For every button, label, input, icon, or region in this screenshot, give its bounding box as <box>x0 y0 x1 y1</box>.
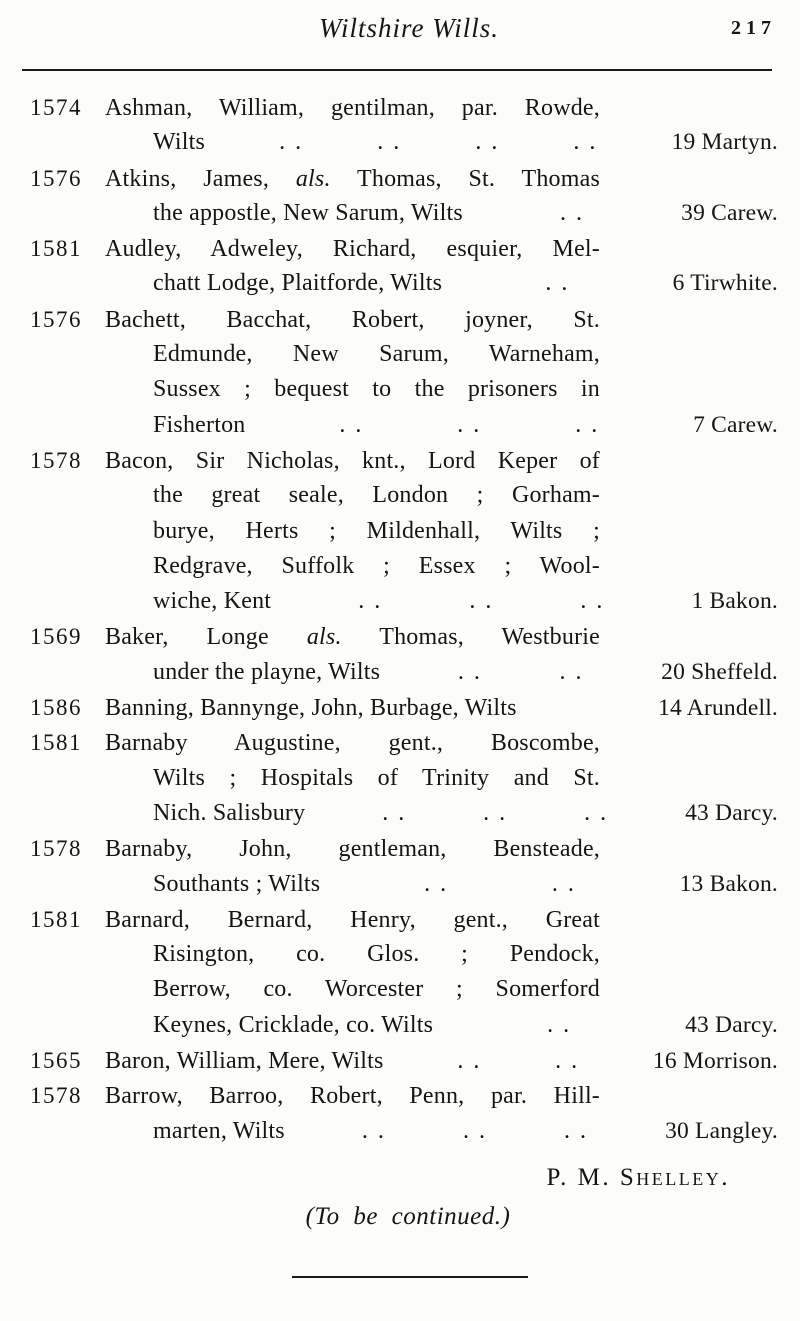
footer-rule <box>292 1276 528 1278</box>
folio-ref: 19 Martyn. <box>671 129 778 156</box>
leader-dots <box>433 1008 685 1043</box>
leader-dot-pair: . . <box>457 1048 482 1075</box>
leader-dots <box>285 1114 665 1149</box>
text-segment: Thomas, St. Thomas <box>330 165 600 192</box>
text-segment: Barnard, Bernard, Henry, gent., Great <box>105 906 600 933</box>
folio-ref: 1 Bakon. <box>691 588 778 615</box>
leader-dots <box>205 125 672 160</box>
entry-line <box>0 584 800 619</box>
leader-dot-pair: . . <box>279 129 304 156</box>
folio-ref: 16 Morrison. <box>652 1048 778 1075</box>
year-cell: 1578 <box>30 1083 82 1109</box>
leader-dot-pair: . . <box>545 270 570 297</box>
leader-dot-pair: . . <box>575 411 600 438</box>
entry-line <box>0 937 800 972</box>
alias-abbr: als. <box>306 624 342 651</box>
text-segment: Bacon, Sir Nicholas, knt., Lord Keper of <box>105 447 600 474</box>
leader-dot-pair: . . <box>339 411 364 438</box>
entry-line <box>0 161 800 196</box>
text-segment: burye, Herts ; Mildenhall, Wilts ; <box>153 517 600 544</box>
entry-line <box>0 372 800 407</box>
text-segment: Redgrave, Suffolk ; Essex ; Wool- <box>153 552 600 579</box>
year-cell: 1569 <box>30 624 82 650</box>
entries-list <box>0 90 800 1149</box>
year-cell: 1576 <box>30 165 82 191</box>
leader-dots <box>463 196 681 231</box>
leader-dot-pair: . . <box>547 1011 572 1038</box>
entry-line <box>0 125 800 160</box>
entry-text <box>153 1114 285 1149</box>
entry-text <box>105 232 600 267</box>
text-segment: Wilts <box>153 129 206 156</box>
folio-ref: 30 Langley. <box>665 1117 778 1144</box>
folio-ref: 14 Arundell. <box>658 695 778 722</box>
page-header <box>0 0 800 52</box>
leader-dots <box>442 266 672 301</box>
year-cell: 1576 <box>30 306 82 332</box>
entry-text <box>105 832 600 867</box>
year-cell: 1581 <box>30 906 82 932</box>
folio-ref: 43 Darcy. <box>685 1011 778 1038</box>
folio-ref: 7 Carew. <box>693 411 778 438</box>
text-segment: Wilts ; Hospitals of Trinity and St. <box>153 764 600 791</box>
text-segment: Edmunde, New Sarum, Warneham, <box>153 341 600 368</box>
text-segment: the appostle, New Sarum, Wilts <box>153 199 463 226</box>
entry-text <box>153 655 380 690</box>
text-segment: chatt Lodge, Plaitforde, Wilts <box>153 270 443 297</box>
page-number: 217 <box>731 17 776 39</box>
entry-text <box>153 372 600 407</box>
leader-dot-pair: . . <box>377 129 402 156</box>
leader-dot-pair: . . <box>457 411 482 438</box>
leader-dot-pair: . . <box>555 1048 580 1075</box>
entry-line <box>0 867 800 902</box>
leader-dot-pair: . . <box>573 129 598 156</box>
folio-ref: 43 Darcy. <box>685 799 778 826</box>
folio-ref: 39 Carew. <box>681 199 778 226</box>
leader-dot-pair: . . <box>424 870 449 897</box>
entry-line <box>0 619 800 654</box>
entry-line <box>0 231 800 266</box>
text-segment: Sussex ; bequest to the prisoners in <box>153 376 600 403</box>
leader-dot-pair: . . <box>563 1117 588 1144</box>
entry-text <box>153 125 205 160</box>
entry-line <box>0 266 800 301</box>
entry-text <box>105 620 600 655</box>
entry-text <box>105 903 600 938</box>
leader-dot-pair: . . <box>462 1117 487 1144</box>
entry-text <box>153 549 600 584</box>
text-segment: Atkins, James, <box>105 165 296 192</box>
continuation-note: (To be continued.) <box>305 1202 511 1230</box>
entry-line <box>0 1114 800 1149</box>
text-segment: Fisherton <box>153 411 246 438</box>
leader-dots <box>305 796 685 831</box>
text-segment: Berrow, co. Worcester ; Somerford <box>153 976 600 1003</box>
leader-dot-pair: . . <box>457 658 482 685</box>
entry-line <box>0 549 800 584</box>
entry-line <box>0 655 800 690</box>
text-segment: Baker, Longe <box>105 624 307 651</box>
entry-text <box>153 514 600 549</box>
entry-text <box>153 266 442 301</box>
leader-dots <box>384 1044 653 1079</box>
entry-line <box>0 1008 800 1043</box>
text-segment: Ashman, William, gentilman, par. Rowde, <box>105 95 600 121</box>
entry-line <box>0 690 800 725</box>
entry-line <box>0 196 800 231</box>
text-segment: under the playne, Wilts <box>153 658 381 685</box>
entry-line <box>0 831 800 866</box>
entry-line <box>0 478 800 513</box>
leader-dots <box>245 408 693 443</box>
folio-ref: 6 Tirwhite. <box>672 270 778 297</box>
entry-text <box>153 1008 433 1043</box>
entry-text <box>105 444 600 479</box>
entry-line <box>0 725 800 760</box>
leader-dot-pair: . . <box>580 588 605 615</box>
leader-dots <box>380 655 661 690</box>
entry-text <box>153 196 463 231</box>
entry-line <box>0 902 800 937</box>
text-segment: Baron, William, Mere, Wilts <box>105 1048 384 1075</box>
entry-line <box>0 1043 800 1078</box>
entry-line <box>0 761 800 796</box>
entry-line <box>0 1078 800 1113</box>
leader-dot-pair: . . <box>475 129 500 156</box>
text-segment: Nich. Salisbury <box>153 799 306 826</box>
text-segment: Thomas, Westburie <box>341 624 600 651</box>
leader-dot-pair: . . <box>559 658 584 685</box>
entry-text <box>105 1044 384 1079</box>
leader-dot-pair: . . <box>358 588 383 615</box>
entry-line <box>0 408 800 443</box>
leader-dot-pair: . . <box>361 1117 386 1144</box>
entry-text <box>153 584 271 619</box>
year-cell: 1578 <box>30 447 82 473</box>
text-segment: Barrow, Barroo, Robert, Penn, par. Hill- <box>105 1083 600 1110</box>
entry-text <box>153 937 600 972</box>
year-cell: 1581 <box>30 236 82 262</box>
text-segment: Barnaby Augustine, gent., Boscombe, <box>105 730 600 757</box>
alias-abbr: als. <box>295 165 331 192</box>
text-segment: Banning, Bannynge, John, Burbage, Wilts <box>105 695 517 722</box>
entry-line <box>0 90 800 125</box>
text-segment: wiche, Kent <box>153 588 272 615</box>
year-cell: 1586 <box>30 695 82 721</box>
leader-dot-pair: . . <box>382 799 407 826</box>
entry-text <box>153 478 600 513</box>
entry-line <box>0 796 800 831</box>
year-cell: 1578 <box>30 836 82 862</box>
entry-text <box>105 91 600 126</box>
leader-dot-pair: . . <box>483 799 508 826</box>
entry-text <box>105 726 600 761</box>
year-cell: 1581 <box>30 730 82 756</box>
entry-text <box>153 796 305 831</box>
header-rule <box>22 69 772 71</box>
entry-line <box>0 443 800 478</box>
entry-text <box>105 1079 600 1114</box>
entry-text <box>153 337 600 372</box>
text-segment: Southants ; Wilts <box>153 870 321 897</box>
folio-ref: 13 Bakon. <box>679 870 778 897</box>
year-cell: 1565 <box>30 1048 82 1074</box>
text-segment: Audley, Adweley, Richard, esquier, Mel- <box>105 236 600 263</box>
folio-ref: 20 Sheffeld. <box>661 658 778 685</box>
text-segment: marten, Wilts <box>153 1117 285 1144</box>
entry-text <box>105 691 517 726</box>
leader-dots <box>271 584 691 619</box>
year-cell: 1574 <box>30 95 82 120</box>
text-segment: Barnaby, John, gentleman, Bensteade, <box>105 836 600 863</box>
entry-text <box>153 408 245 443</box>
text-segment: the great seale, London ; Gorham- <box>153 482 600 509</box>
entry-line <box>0 514 800 549</box>
entry-line <box>0 302 800 337</box>
text-segment: Keynes, Cricklade, co. Wilts <box>153 1011 434 1038</box>
text-segment: Risington, co. Glos. ; Pendock, <box>153 941 600 968</box>
page-title: Wiltshire Wills. <box>318 13 500 43</box>
entry-text <box>105 162 600 197</box>
entry-line <box>0 337 800 372</box>
entry-text <box>153 867 320 902</box>
entry-text <box>153 761 600 796</box>
text-segment: Bachett, Bacchat, Robert, joyner, St. <box>105 306 600 333</box>
entry-text <box>105 303 600 338</box>
leader-dot-pair: . . <box>551 870 576 897</box>
leader-dot-pair: . . <box>469 588 494 615</box>
leader-dot-pair: . . <box>584 799 609 826</box>
entry-text <box>153 972 600 1007</box>
signature-row <box>0 1164 800 1192</box>
signature: P. M. Shelley. <box>546 1163 730 1191</box>
entry-line <box>0 972 800 1007</box>
leader-dot-pair: . . <box>560 199 585 226</box>
leader-dots <box>320 867 679 902</box>
